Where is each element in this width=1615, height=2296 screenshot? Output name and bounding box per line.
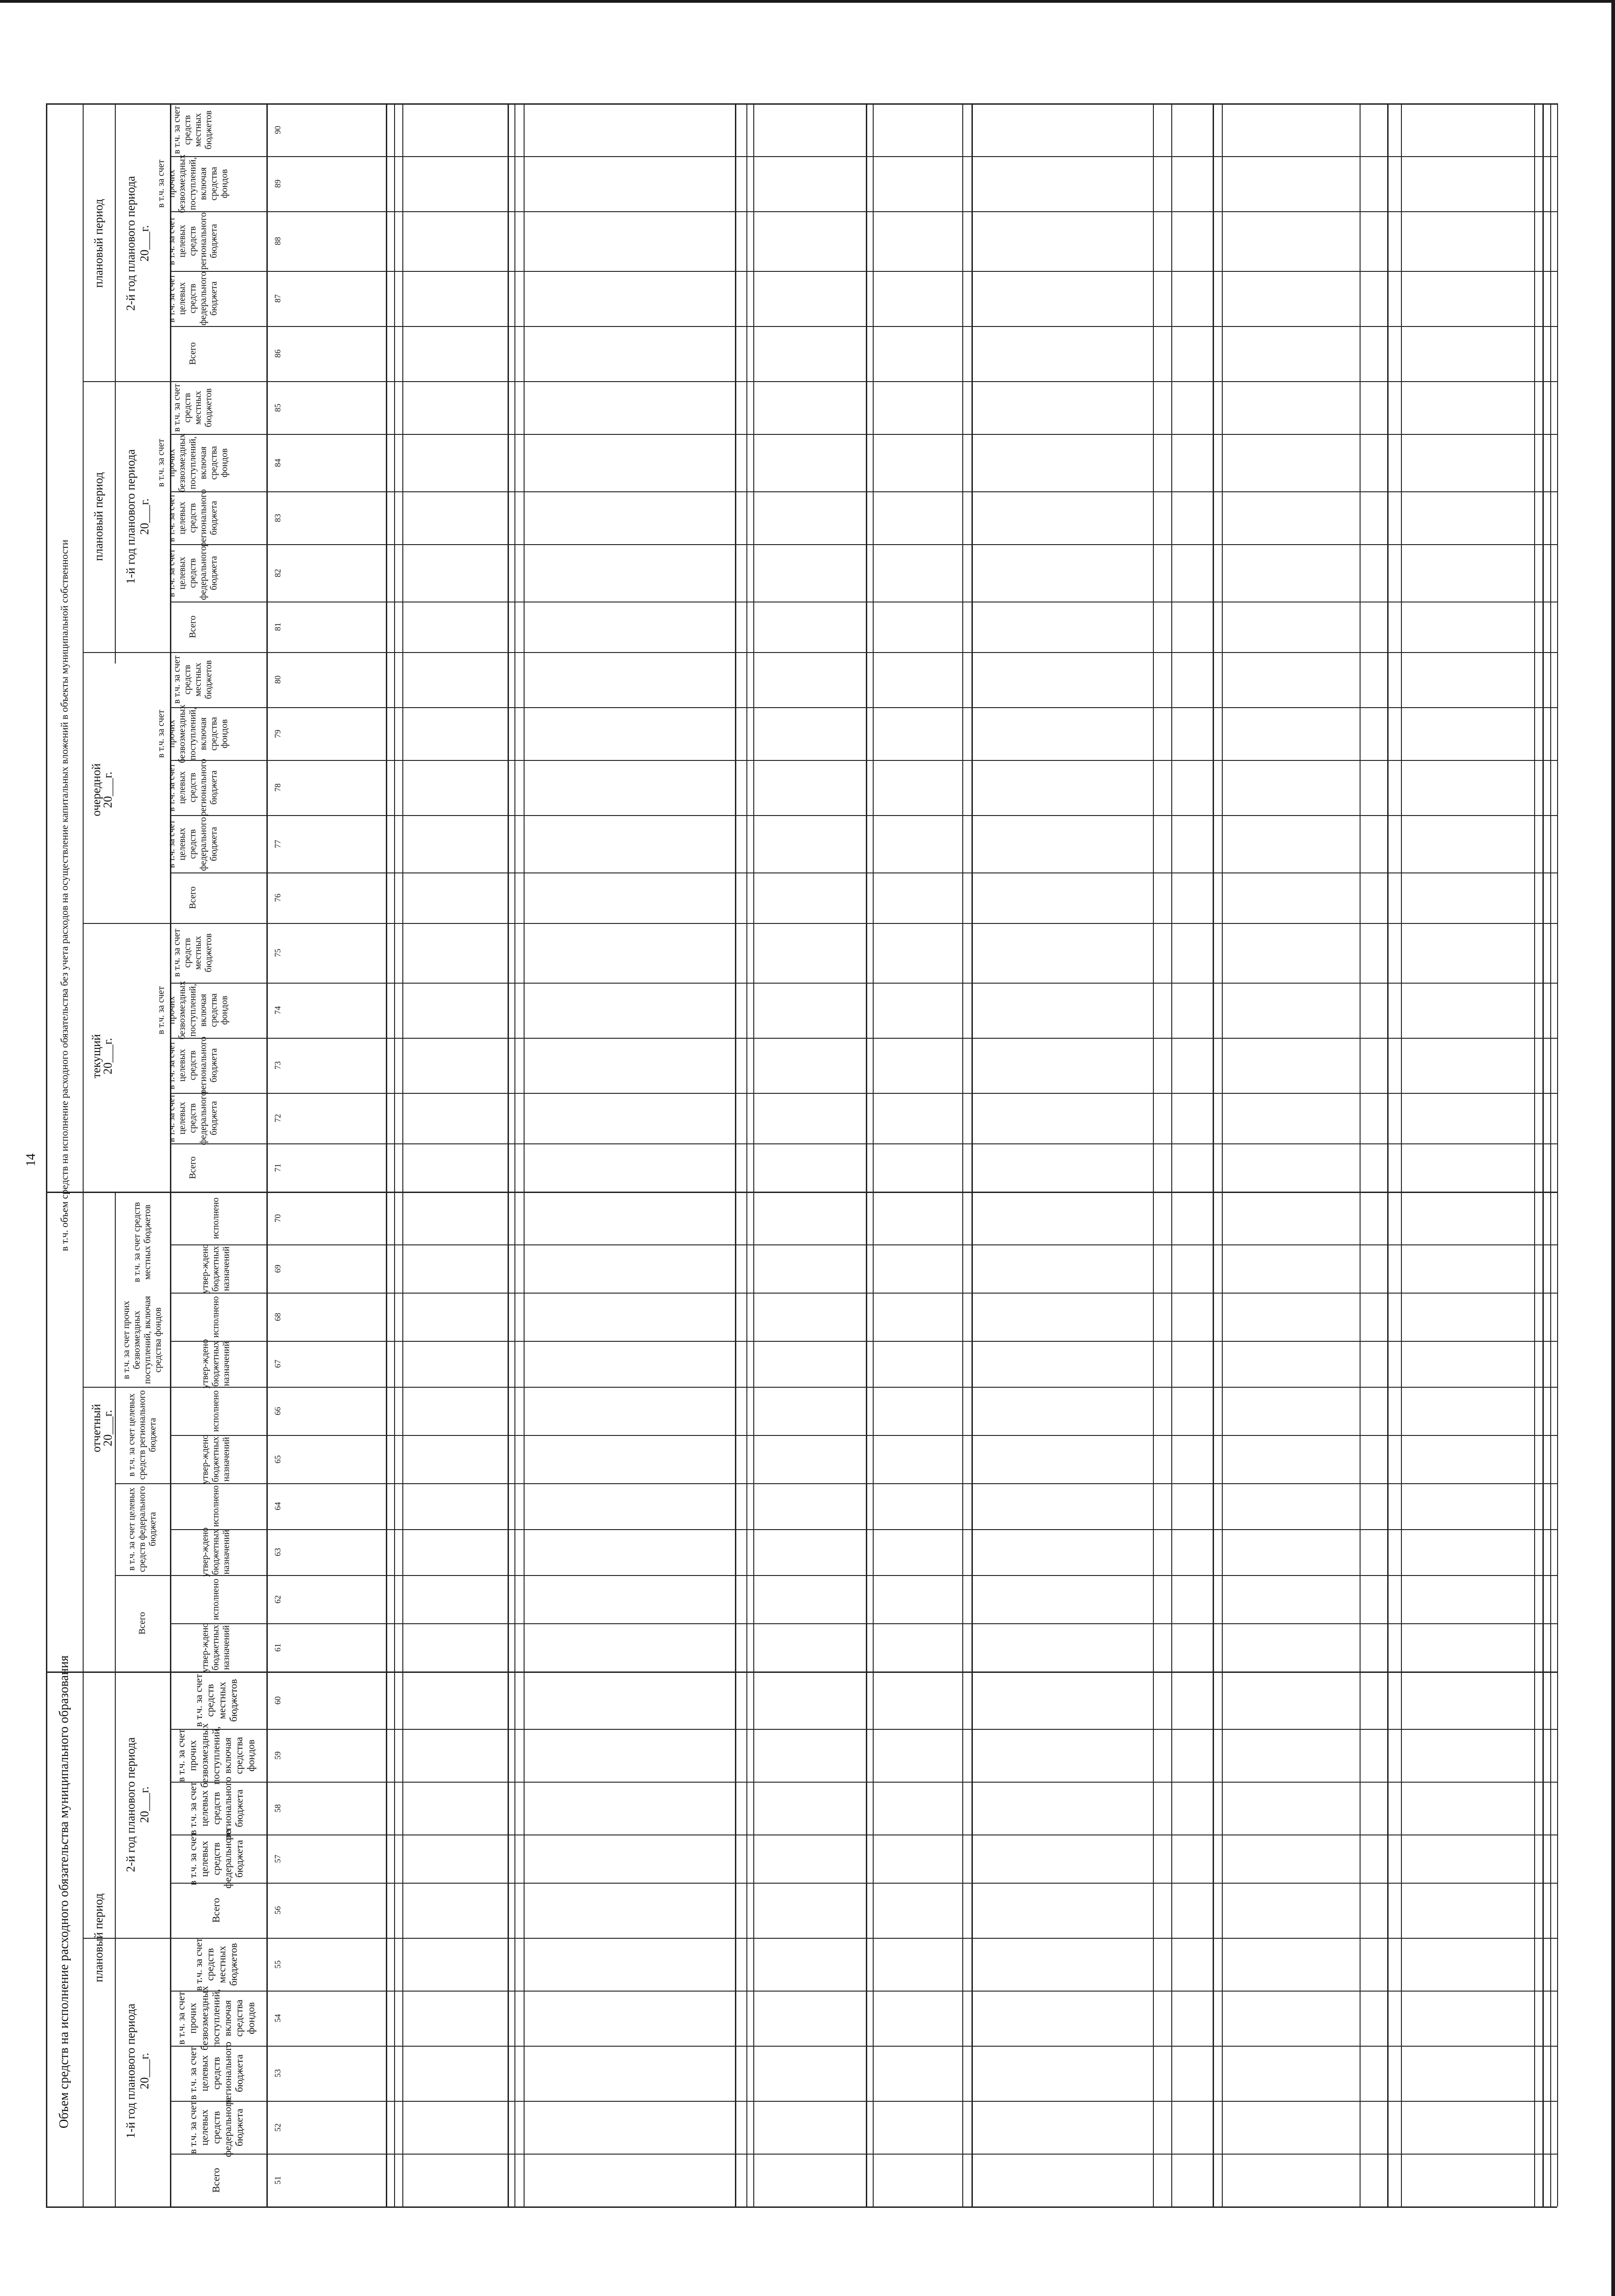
data-area-vline <box>873 103 874 2206</box>
column-header-79: в т.ч. за счет прочих безвозмездных поступлений, включая средства фондов <box>156 704 230 763</box>
column-number: 75 <box>273 949 282 957</box>
grid-column-separator <box>170 434 1557 435</box>
grid-column-separator <box>170 156 1557 157</box>
header-level-2a <box>115 103 116 664</box>
grid-column-separator <box>170 1483 1557 1484</box>
column-number: 56 <box>273 1906 282 1914</box>
column-number: 74 <box>273 1006 282 1014</box>
column-number: 54 <box>273 2014 282 2022</box>
scan-right-edge <box>1611 0 1615 2296</box>
column-header-83: в т.ч. за счет целевых средств регионального бюджета <box>166 489 219 547</box>
header-level-1 <box>83 103 84 2206</box>
column-number: 66 <box>273 1407 282 1415</box>
data-area-vline <box>514 103 515 2206</box>
data-area-vline <box>1557 103 1558 2206</box>
data-area-vline <box>1542 103 1544 2206</box>
grid-column-separator <box>170 1729 1557 1730</box>
page-number: 14 <box>24 1154 38 1166</box>
report-group-header-4: в т.ч. за счет прочих безвозмездных поступлений, включая средства фондов <box>121 1295 163 1384</box>
column-header-68: исполнено <box>210 1296 221 1338</box>
header-level-2c <box>115 1192 116 1671</box>
report-group-header-1: Всего <box>137 1612 147 1635</box>
column-number: 52 <box>273 2123 282 2132</box>
report-label: отчетный <box>90 1404 103 1452</box>
scan-top-edge <box>0 0 1615 3</box>
data-area-vline <box>1534 103 1535 2206</box>
column-header-77: в т.ч. за счет целевых средств федерального бюджета <box>166 816 219 871</box>
grid-column-separator <box>170 1529 1557 1530</box>
column-number: 82 <box>273 568 282 577</box>
year1-label-left: 1-й год планового периода 20___г. <box>124 2003 151 2138</box>
grid-column-separator <box>170 983 1557 984</box>
header-level-3 <box>170 1192 171 1671</box>
column-header-81: Всего <box>187 615 198 638</box>
column-number: 71 <box>273 1163 282 1172</box>
column-number: 90 <box>273 125 282 134</box>
column-number: 61 <box>273 1643 282 1652</box>
column-header-59: в т.ч. за счет прочих безвозмездных поступлений, включая средства фондов <box>175 1723 257 1788</box>
column-header-75: в т.ч. за счет средств местных бюджетов <box>172 929 214 977</box>
grid-column-separator <box>170 1938 1557 1939</box>
grid-column-separator <box>46 103 1557 105</box>
column-header-90: в т.ч. за счет средств местных бюджетов <box>172 106 214 154</box>
grid-column-separator <box>170 2046 1557 2047</box>
column-header-64: исполнено <box>210 1485 221 1527</box>
grid-subgroup-split <box>115 1387 170 1388</box>
column-number: 57 <box>273 1854 282 1863</box>
column-header-58: в т.ч. за счет целевых средств регионального бюджета <box>186 1776 245 1840</box>
column-number: 53 <box>273 2069 282 2077</box>
column-number: 64 <box>273 1502 282 1510</box>
data-area-vline <box>1153 103 1154 2206</box>
column-header-51: Всего <box>210 2167 222 2193</box>
data-area-vline <box>1171 103 1172 2206</box>
column-header-63: утвер-ждено бюджетных назначений <box>200 1527 232 1577</box>
column-header-57: в т.ч. за счет целевых средств федерального бюджета <box>186 1829 245 1888</box>
column-header-66: исполнено <box>210 1390 221 1432</box>
grid-column-separator <box>46 1671 1557 1673</box>
grid-column-separator <box>170 1435 1557 1436</box>
grid-column-separator <box>170 271 1557 272</box>
column-header-87: в т.ч. за счет целевых средств федерального бюджета <box>166 271 219 326</box>
column-header-85: в т.ч. за счет средств местных бюджетов <box>172 383 214 432</box>
data-area-vline <box>402 103 403 2206</box>
grid-group-split <box>83 923 170 924</box>
column-number: 89 <box>273 180 282 188</box>
report-group-header-3: в т.ч. за счет целевых средств регионального бюджета <box>126 1390 158 1480</box>
column-number: 67 <box>273 1360 282 1368</box>
grid-column-separator <box>170 923 1557 924</box>
column-number: 70 <box>273 1214 282 1222</box>
grid-column-separator <box>170 1244 1557 1245</box>
data-area-vline <box>394 103 395 2206</box>
data-area-vline <box>524 103 525 2206</box>
grid-column-separator <box>170 1143 1557 1144</box>
data-area-vline <box>1213 103 1214 2206</box>
grid-column-separator <box>170 1341 1557 1342</box>
grid-column-separator <box>170 1883 1557 1884</box>
grid-group-split <box>83 652 170 653</box>
grid-column-separator <box>170 326 1557 327</box>
grid-column-separator <box>170 381 1557 382</box>
year2-label-right: 2-й год планового периода 20___г. <box>124 176 151 311</box>
column-number: 59 <box>273 1751 282 1760</box>
plan-period-label-right-1: плановый период <box>92 472 106 561</box>
column-number: 60 <box>273 1696 282 1705</box>
grid-subgroup-split <box>115 1575 170 1576</box>
column-header-88: в т.ч. за счет целевых средств регионального бюджета <box>166 212 219 270</box>
data-area-vline <box>1222 103 1223 2206</box>
column-header-67: утвер-ждено бюджетных назначений <box>200 1339 232 1389</box>
column-number: 85 <box>273 403 282 412</box>
column-number: 68 <box>273 1312 282 1321</box>
grid-column-separator <box>170 872 1557 873</box>
grid-column-separator <box>170 1623 1557 1624</box>
report-year: 20___г. <box>101 1410 115 1446</box>
column-number: 81 <box>273 623 282 631</box>
column-number: 58 <box>273 1804 282 1812</box>
grid-column-separator <box>170 544 1557 545</box>
grid-column-separator <box>46 1192 1557 1193</box>
grid-column-separator <box>170 1575 1557 1576</box>
data-area-vline <box>386 103 387 2206</box>
column-header-52: в т.ч. за счет целевых средств федерального бюджета <box>186 2098 245 2157</box>
table-left-border <box>46 103 47 2206</box>
data-area-vline <box>753 103 754 2206</box>
column-number: 55 <box>273 1960 282 1969</box>
grid-group-split <box>83 1192 170 1193</box>
data-area-vline <box>735 103 736 2206</box>
next-label: очередной <box>90 763 103 816</box>
data-area-vline <box>1401 103 1402 2206</box>
data-area-vline <box>746 103 747 2206</box>
column-number: 88 <box>273 237 282 245</box>
data-area-vline <box>962 103 963 2206</box>
column-number: 62 <box>273 1595 282 1604</box>
year1-label-right: 1-й год планового периода 20___г. <box>124 449 151 584</box>
column-number: 78 <box>273 783 282 792</box>
column-header-89: в т.ч. за счет прочих безвозмездных поступлений, включая средства фондов <box>156 154 230 213</box>
header-bottom-line <box>170 103 171 2206</box>
column-number: 80 <box>273 675 282 684</box>
grid-column-separator <box>170 815 1557 816</box>
column-header-84: в т.ч. за счет прочих безвозмездных поступлений, включая средства фондов <box>156 433 230 492</box>
plan-period-label-left: плановый период <box>92 1893 106 1982</box>
column-number: 77 <box>273 839 282 848</box>
grid-column-separator <box>170 760 1557 761</box>
column-number: 72 <box>273 1114 282 1122</box>
column-number-row-border <box>266 103 268 2206</box>
column-number: 86 <box>273 349 282 358</box>
column-number: 76 <box>273 894 282 902</box>
column-header-80: в т.ч. за счет средств местных бюджетов <box>172 655 214 704</box>
section-title-right: в т.ч. объем средств на исполнение расходного обязательства без учета расходов на осуществление капитальных вложений в объекты муниципальной собственности <box>58 540 70 1251</box>
column-header-70: исполнено <box>210 1197 221 1239</box>
grid-column-separator <box>46 2206 1557 2208</box>
column-header-65: утвер-ждено бюджетных назначений <box>200 1434 232 1484</box>
grid-column-separator <box>170 1038 1557 1039</box>
data-area-vline <box>866 103 867 2206</box>
grid-column-separator <box>170 211 1557 212</box>
column-header-76: Всего <box>187 886 198 909</box>
column-number: 83 <box>273 513 282 522</box>
grid-column-separator <box>170 1782 1557 1783</box>
column-header-73: в т.ч. за счет целевых средств регионального бюджета <box>166 1036 219 1094</box>
data-area-vline <box>1550 103 1551 2206</box>
current-label: текущий <box>90 1034 103 1079</box>
column-header-72: в т.ч. за счет целевых средств федерального бюджета <box>166 1091 219 1145</box>
report-group-header-5: в т.ч. за счет средств местных бюджетов <box>132 1202 152 1283</box>
grid-subgroup-split <box>115 1483 170 1484</box>
data-area-vline <box>1387 103 1389 2206</box>
data-area-vline <box>508 103 509 2206</box>
column-header-69: утвер-ждено бюджетных назначений <box>200 1244 232 1294</box>
next-year: 20___г. <box>101 771 115 808</box>
grid-column-separator <box>170 2101 1557 2102</box>
column-number: 63 <box>273 1548 282 1556</box>
column-header-61: утвер-ждено бюджетных назначений <box>200 1622 232 1672</box>
column-number: 65 <box>273 1455 282 1463</box>
year2-label-left: 2-й год планового периода 20___г. <box>124 1737 151 1872</box>
grid-column-separator <box>170 1293 1557 1294</box>
grid-column-separator <box>170 1387 1557 1388</box>
column-header-74: в т.ч. за счет прочих безвозмездных поступлений, включая средства фондов <box>156 981 230 1040</box>
column-header-55: в т.ч. за счет средств местных бюджетов <box>192 1937 239 1991</box>
section-title-left: Объем средств на исполнение расходного обязательства муниципального образования <box>56 1655 71 2128</box>
column-number: 51 <box>273 2176 282 2184</box>
plan-period-label-right-2: плановый период <box>92 199 106 288</box>
column-header-56: Всего <box>210 1898 222 1923</box>
grid-group-split <box>83 381 170 382</box>
grid-column-separator <box>170 1991 1557 1992</box>
column-header-53: в т.ч. за счет целевых средств регионального бюджета <box>186 2042 245 2105</box>
column-header-86: Всего <box>187 342 198 365</box>
header-level-2b <box>115 1671 116 2206</box>
column-header-71: Всего <box>187 1156 198 1179</box>
column-header-54: в т.ч. за счет прочих безвозмездных поступлений, включая средства фондов <box>175 1986 257 2051</box>
column-number: 73 <box>273 1061 282 1069</box>
data-area-vline <box>971 103 973 2206</box>
current-year: 20___г. <box>101 1038 115 1075</box>
column-header-60: в т.ч. за счет средств местных бюджетов <box>192 1673 239 1727</box>
data-area-vline <box>1360 103 1361 2206</box>
column-number: 84 <box>273 458 282 467</box>
column-number: 87 <box>273 294 282 303</box>
grid-column-separator <box>170 1093 1557 1094</box>
column-number: 69 <box>273 1264 282 1273</box>
column-header-78: в т.ч. за счет целевых средств регионального бюджета <box>166 759 219 816</box>
column-header-62: исполнено <box>210 1578 221 1620</box>
grid-column-separator <box>170 2154 1557 2155</box>
column-header-82: в т.ч. за счет целевых средств федерального бюджета <box>166 546 219 600</box>
column-number: 79 <box>273 729 282 738</box>
report-group-header-2: в т.ч. за счет целевых средств федерального бюджета <box>126 1486 158 1572</box>
grid-column-separator <box>170 707 1557 708</box>
grid-column-separator <box>170 652 1557 653</box>
grid-column-separator <box>170 491 1557 492</box>
